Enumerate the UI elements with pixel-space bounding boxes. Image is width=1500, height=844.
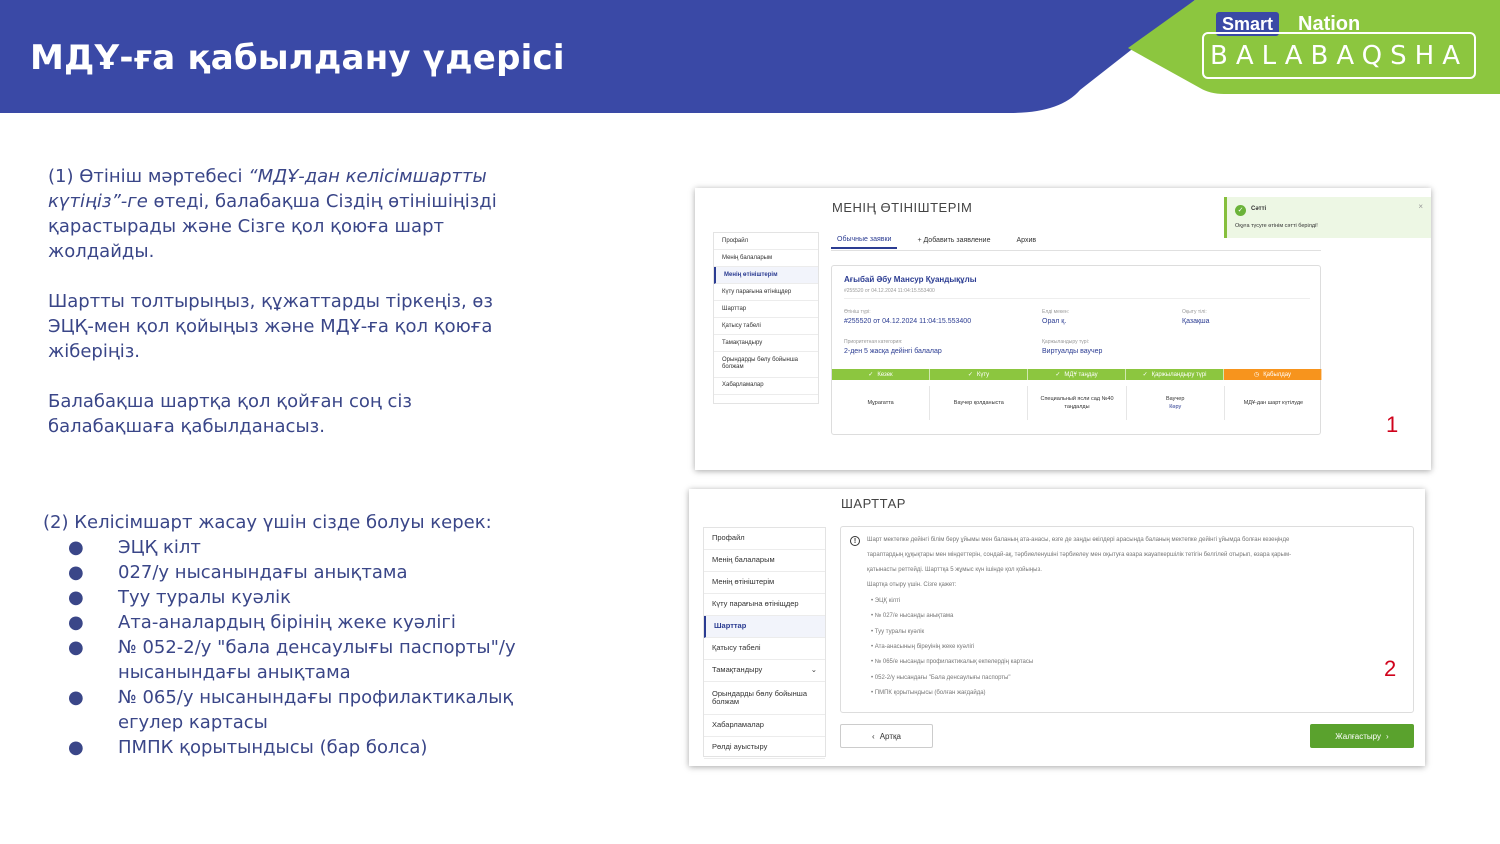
application-field	[844, 309, 971, 325]
application-card	[831, 265, 1321, 435]
sidebar-item-label: Қатысу табелі	[722, 322, 761, 329]
bullet-icon: •	[871, 598, 875, 604]
status-steps	[832, 369, 1322, 380]
status-cells	[832, 386, 1322, 420]
continue-button[interactable]	[1310, 724, 1414, 748]
bullet-icon: ●	[68, 687, 84, 708]
sidebar-item-label: Рөлді ауыстыру	[712, 742, 768, 752]
info-bullet-text: ПМПК қорытындысы (болған жағдайда)	[874, 689, 986, 696]
sidebar-item[interactable]	[704, 594, 825, 616]
sidebar-item-label: Профайл	[722, 237, 749, 244]
info-bullet-text: № 027/е нысанды анықтама	[874, 613, 954, 620]
application-field	[1042, 309, 1069, 325]
sidebar-item[interactable]	[714, 335, 818, 352]
sidebar-item[interactable]	[714, 284, 818, 301]
sidebar-item[interactable]	[704, 660, 825, 682]
field-value: Орал қ.	[1042, 318, 1067, 325]
sidebar-item-label: Орындарды бөлу бойынша болжам	[712, 688, 807, 706]
info-bullet	[871, 644, 974, 650]
status-step	[1126, 369, 1224, 380]
status-cell-text: Мұрагатта	[867, 400, 894, 406]
field-value: Виртуалды ваучер	[1042, 348, 1103, 355]
field-label: Өтініш түрі:	[844, 309, 871, 315]
sidebar-item[interactable]	[714, 318, 818, 335]
info-text-line: Шартқа отыру үшін. Сізге қажет:	[867, 582, 957, 588]
sidebar-item[interactable]	[704, 682, 825, 715]
sidebar-item-label: Профайл	[712, 533, 745, 543]
sidebar-item-label: Қатысу табелі	[712, 643, 761, 653]
bullet-icon: ●	[68, 562, 84, 583]
bullet-icon: •	[871, 613, 875, 620]
check-icon: ✓	[868, 372, 874, 378]
bullet-icon: •	[871, 674, 875, 681]
sidebar-item[interactable]	[714, 250, 818, 267]
intro-paragraph-1	[48, 164, 528, 264]
info-bullet-text: ЭЦҚ кілті	[874, 598, 901, 604]
intro-paragraph-3: Балабақша шартқа қол қойған соң сіз балабақшаға қабылданасыз.	[48, 391, 413, 437]
status-cell	[1028, 386, 1126, 420]
requirement-text: ПМПК қорытындысы (бар болса)	[118, 737, 428, 758]
status-step-label: Қаржыландыру түрі	[1151, 371, 1207, 378]
field-value: 2-ден 5 жасқа дейінгі балалар	[844, 348, 942, 355]
sidebar-item[interactable]	[704, 550, 825, 572]
logo-smart: Smart	[1216, 12, 1279, 36]
status-step-label: Күту	[976, 371, 990, 378]
requirement-item	[43, 560, 563, 585]
back-button-label: Артқа	[879, 731, 901, 741]
status-cell-text: Ваучер	[1166, 396, 1185, 402]
status-step	[930, 369, 1028, 380]
intro-paragraph-2: Шартты толтырыңыз, құжаттарды тіркеңіз, өз ЭЦҚ-мен қол қойыңыз және МДҰ-ға қол қоюға жіберіңіз.	[48, 291, 493, 362]
continue-button-label: Жалғастыру	[1335, 731, 1382, 741]
tab[interactable]: + Добавить заявление	[917, 237, 991, 244]
tabs-divider	[831, 250, 1321, 251]
status-cell	[1127, 386, 1225, 420]
sidebar-item[interactable]	[704, 572, 825, 594]
applications-screenshot	[695, 188, 1431, 470]
sidebar-item-label: Күту парағына өтініщдер	[712, 599, 799, 609]
sidebar-item[interactable]	[714, 267, 818, 284]
bullet-icon: •	[871, 628, 875, 635]
field-label: Оқыту тілі:	[1182, 309, 1207, 315]
requirement-item	[43, 735, 563, 760]
info-text-line: қатынасты реттейді. Шарттқа 5 жұмыс күн ішінде қол қойыңыз.	[867, 567, 1042, 573]
status-step-label: Қабылдау	[1263, 371, 1292, 378]
status-cell	[930, 386, 1028, 420]
intro-p1-status: “МДҰ-дан келісімшартты күтіңіз”-ге	[48, 166, 487, 212]
card-divider	[844, 298, 1310, 299]
sidebar-item-label: Күту парағына өтініщдер	[722, 288, 792, 295]
sidebar-item[interactable]	[704, 715, 825, 737]
info-bullet-text: Ата-анасының біреуінің жеке куәлігі	[874, 643, 975, 650]
sidebar-item[interactable]	[704, 528, 825, 550]
sidebar-item-label: Хабарламалар	[712, 720, 764, 730]
bullet-icon: ●	[68, 637, 84, 658]
field-value: Қазақша	[1182, 318, 1210, 325]
marker-2: 2	[1384, 656, 1397, 681]
application-field	[1042, 339, 1102, 355]
intro-p1-suffix: өтеді, балабақша Сіздің өтінішіңізді қарастырады және Сізге қол қоюға шарт жолдайды.	[48, 191, 497, 262]
requirement-item	[43, 685, 563, 735]
tab[interactable]: Обычные заявки	[831, 236, 897, 249]
page-title: МДҰ-ға қабылдану үдерісі	[30, 38, 565, 78]
info-bullet-text: Туу туралы куәлік	[874, 628, 925, 635]
bullet-icon: ●	[68, 587, 84, 608]
check-icon: ✓	[967, 372, 973, 378]
field-label: Қаржыландыру түрі:	[1042, 339, 1090, 345]
application-field	[844, 339, 942, 355]
sidebar-item-label: Орындарды бөлу бойынша болжам	[722, 357, 798, 371]
field-value: #255520 от 04.12.2024 11:04:15.553400	[844, 318, 972, 325]
contract-info-box	[840, 526, 1414, 713]
sidebar-item-label: Хабарламалар	[722, 382, 764, 388]
info-bullet	[871, 690, 986, 696]
bullet-icon: •	[871, 659, 875, 666]
chevron-left-icon: ‹	[872, 731, 875, 741]
sidebar-item[interactable]	[714, 233, 818, 250]
sidebar-item-label: Шарттар	[722, 305, 747, 312]
info-bullet	[871, 629, 924, 635]
requirements-list	[43, 535, 563, 760]
info-bullet	[871, 659, 1033, 665]
requirement-text: 027/у нысанындағы анықтама	[118, 562, 408, 583]
contracts-screenshot	[689, 489, 1425, 766]
requirements	[43, 510, 563, 760]
sidebar-item-label: Менің өтініштерім	[712, 577, 775, 587]
sidebar-item[interactable]	[714, 378, 818, 395]
info-bullet-text: № 065/е нысанды профилактикалық екпелердің картасы	[874, 659, 1034, 666]
bullet-icon: •	[871, 689, 875, 696]
status-cell-text: Ваучер қолданыста	[953, 400, 1004, 406]
screen2-sidebar	[703, 527, 826, 757]
sidebar-item-label: Шарттар	[714, 621, 747, 631]
sidebar-item-label: Менің өтініштерім	[724, 271, 778, 278]
info-text-line: Шарт мектепке дейінгі білім беру ұйымы мен баланың ата-анасы, өзге де заңды өкілдері арасында баланың мектепке дейінгі ұйымда болған кезеңінде	[867, 537, 1290, 543]
info-icon: !	[850, 536, 860, 546]
check-icon: ✓	[1055, 372, 1061, 378]
clock-icon: ◷	[1253, 372, 1260, 378]
logo-brand: BALABAQSHA	[1202, 32, 1476, 79]
application-field	[1182, 309, 1210, 325]
back-button[interactable]	[840, 724, 933, 748]
view-voucher-link[interactable]: Көру	[1169, 404, 1182, 410]
requirement-text: Ата-аналардың бірінің жеке куәлігі	[118, 612, 456, 633]
status-cell	[1225, 386, 1322, 420]
requirement-item	[43, 610, 563, 635]
status-step	[832, 369, 930, 380]
info-text-line: тараптардың құқықтары мен міндеттерін, сондай-ақ, тәрбиеленушіні тәрбиелеу мен оқытуға өзара жауапкершілік тетігін белгілей отырып, өзара қарым-	[867, 552, 1292, 558]
requirement-text: № 065/у нысанындағы профилактикалық егулер картасы	[118, 687, 514, 733]
chevron-down-icon: ⌄	[810, 665, 817, 675]
requirement-text: ЭЦҚ кілт	[118, 537, 201, 558]
sidebar-item[interactable]	[704, 737, 825, 759]
status-step	[1028, 369, 1126, 380]
bullet-icon: ●	[68, 537, 84, 558]
requirements-heading: (2) Келісімшарт жасау үшін сізде болуы керек:	[43, 512, 492, 533]
screen2-title: ШАРТТАР	[841, 496, 906, 511]
info-bullet	[871, 598, 900, 604]
marker-1: 1	[1386, 412, 1399, 437]
status-step-label: Кезек	[877, 371, 893, 378]
close-icon[interactable]: ×	[1418, 202, 1423, 211]
intro-p1-prefix: (1) Өтініш мәртебесі	[48, 166, 249, 187]
sidebar-item-label: Тамақтандыру	[722, 339, 763, 346]
success-toast	[1224, 197, 1431, 238]
info-bullet	[871, 675, 1011, 681]
screen1-sidebar	[713, 232, 819, 404]
status-cell	[832, 386, 930, 420]
toast-title: Сәтті	[1251, 206, 1267, 212]
sidebar-item[interactable]	[714, 352, 818, 378]
status-step	[1224, 369, 1322, 380]
sidebar-item-label: Менің балаларым	[712, 555, 775, 565]
requirement-text: № 052-2/у "бала денсаулығы паспорты"/у нысанындағы анықтама	[118, 637, 516, 683]
check-icon: ✓	[1142, 372, 1148, 378]
field-label: Елді мекен:	[1042, 309, 1070, 315]
status-cell-text: МДҰ-дан шарт күтілуде	[1243, 400, 1304, 406]
check-circle-icon: ✓	[1235, 205, 1246, 216]
sidebar-item-label: Менің балаларым	[722, 254, 773, 261]
requirement-item	[43, 585, 563, 610]
sidebar-item-label: Тамақтандыру	[712, 665, 763, 675]
status-step-label: МДҰ таңдау	[1064, 371, 1098, 378]
application-id: #255520 от 04.12.2024 11:04:15.553400	[844, 288, 935, 294]
requirement-item	[43, 535, 563, 560]
intro-text	[48, 164, 528, 464]
field-label: Приоритетная категория:	[844, 339, 903, 345]
requirement-item	[43, 635, 563, 685]
toast-text: Оқуға түсуге өтінім сәтті берілді!	[1235, 223, 1318, 229]
bullet-icon: •	[871, 643, 875, 650]
tab[interactable]: Архив	[1016, 237, 1037, 244]
child-name: Ағыбай Әбу Мансур Қуандықұлы	[844, 275, 977, 284]
bullet-icon: ●	[68, 737, 84, 758]
screen1-tabs	[831, 236, 1042, 249]
logo-nation: Nation	[1298, 13, 1361, 35]
sidebar-item[interactable]	[704, 616, 825, 638]
info-bullet-text: 052-2/у нысандағы "Бала денсаулығы паспорты"	[874, 674, 1011, 681]
requirement-text: Туу туралы куәлік	[118, 587, 292, 608]
screen1-title: МЕНІҢ ӨТІНІШТЕРІМ	[832, 200, 973, 215]
info-bullet	[871, 613, 953, 619]
sidebar-item[interactable]	[704, 638, 825, 660]
status-cell-text: Специальный ясли сад №40 таңдалды	[1040, 396, 1114, 410]
sidebar-item[interactable]	[714, 301, 818, 318]
bullet-icon: ●	[68, 612, 84, 633]
chevron-right-icon: ›	[1386, 731, 1389, 741]
